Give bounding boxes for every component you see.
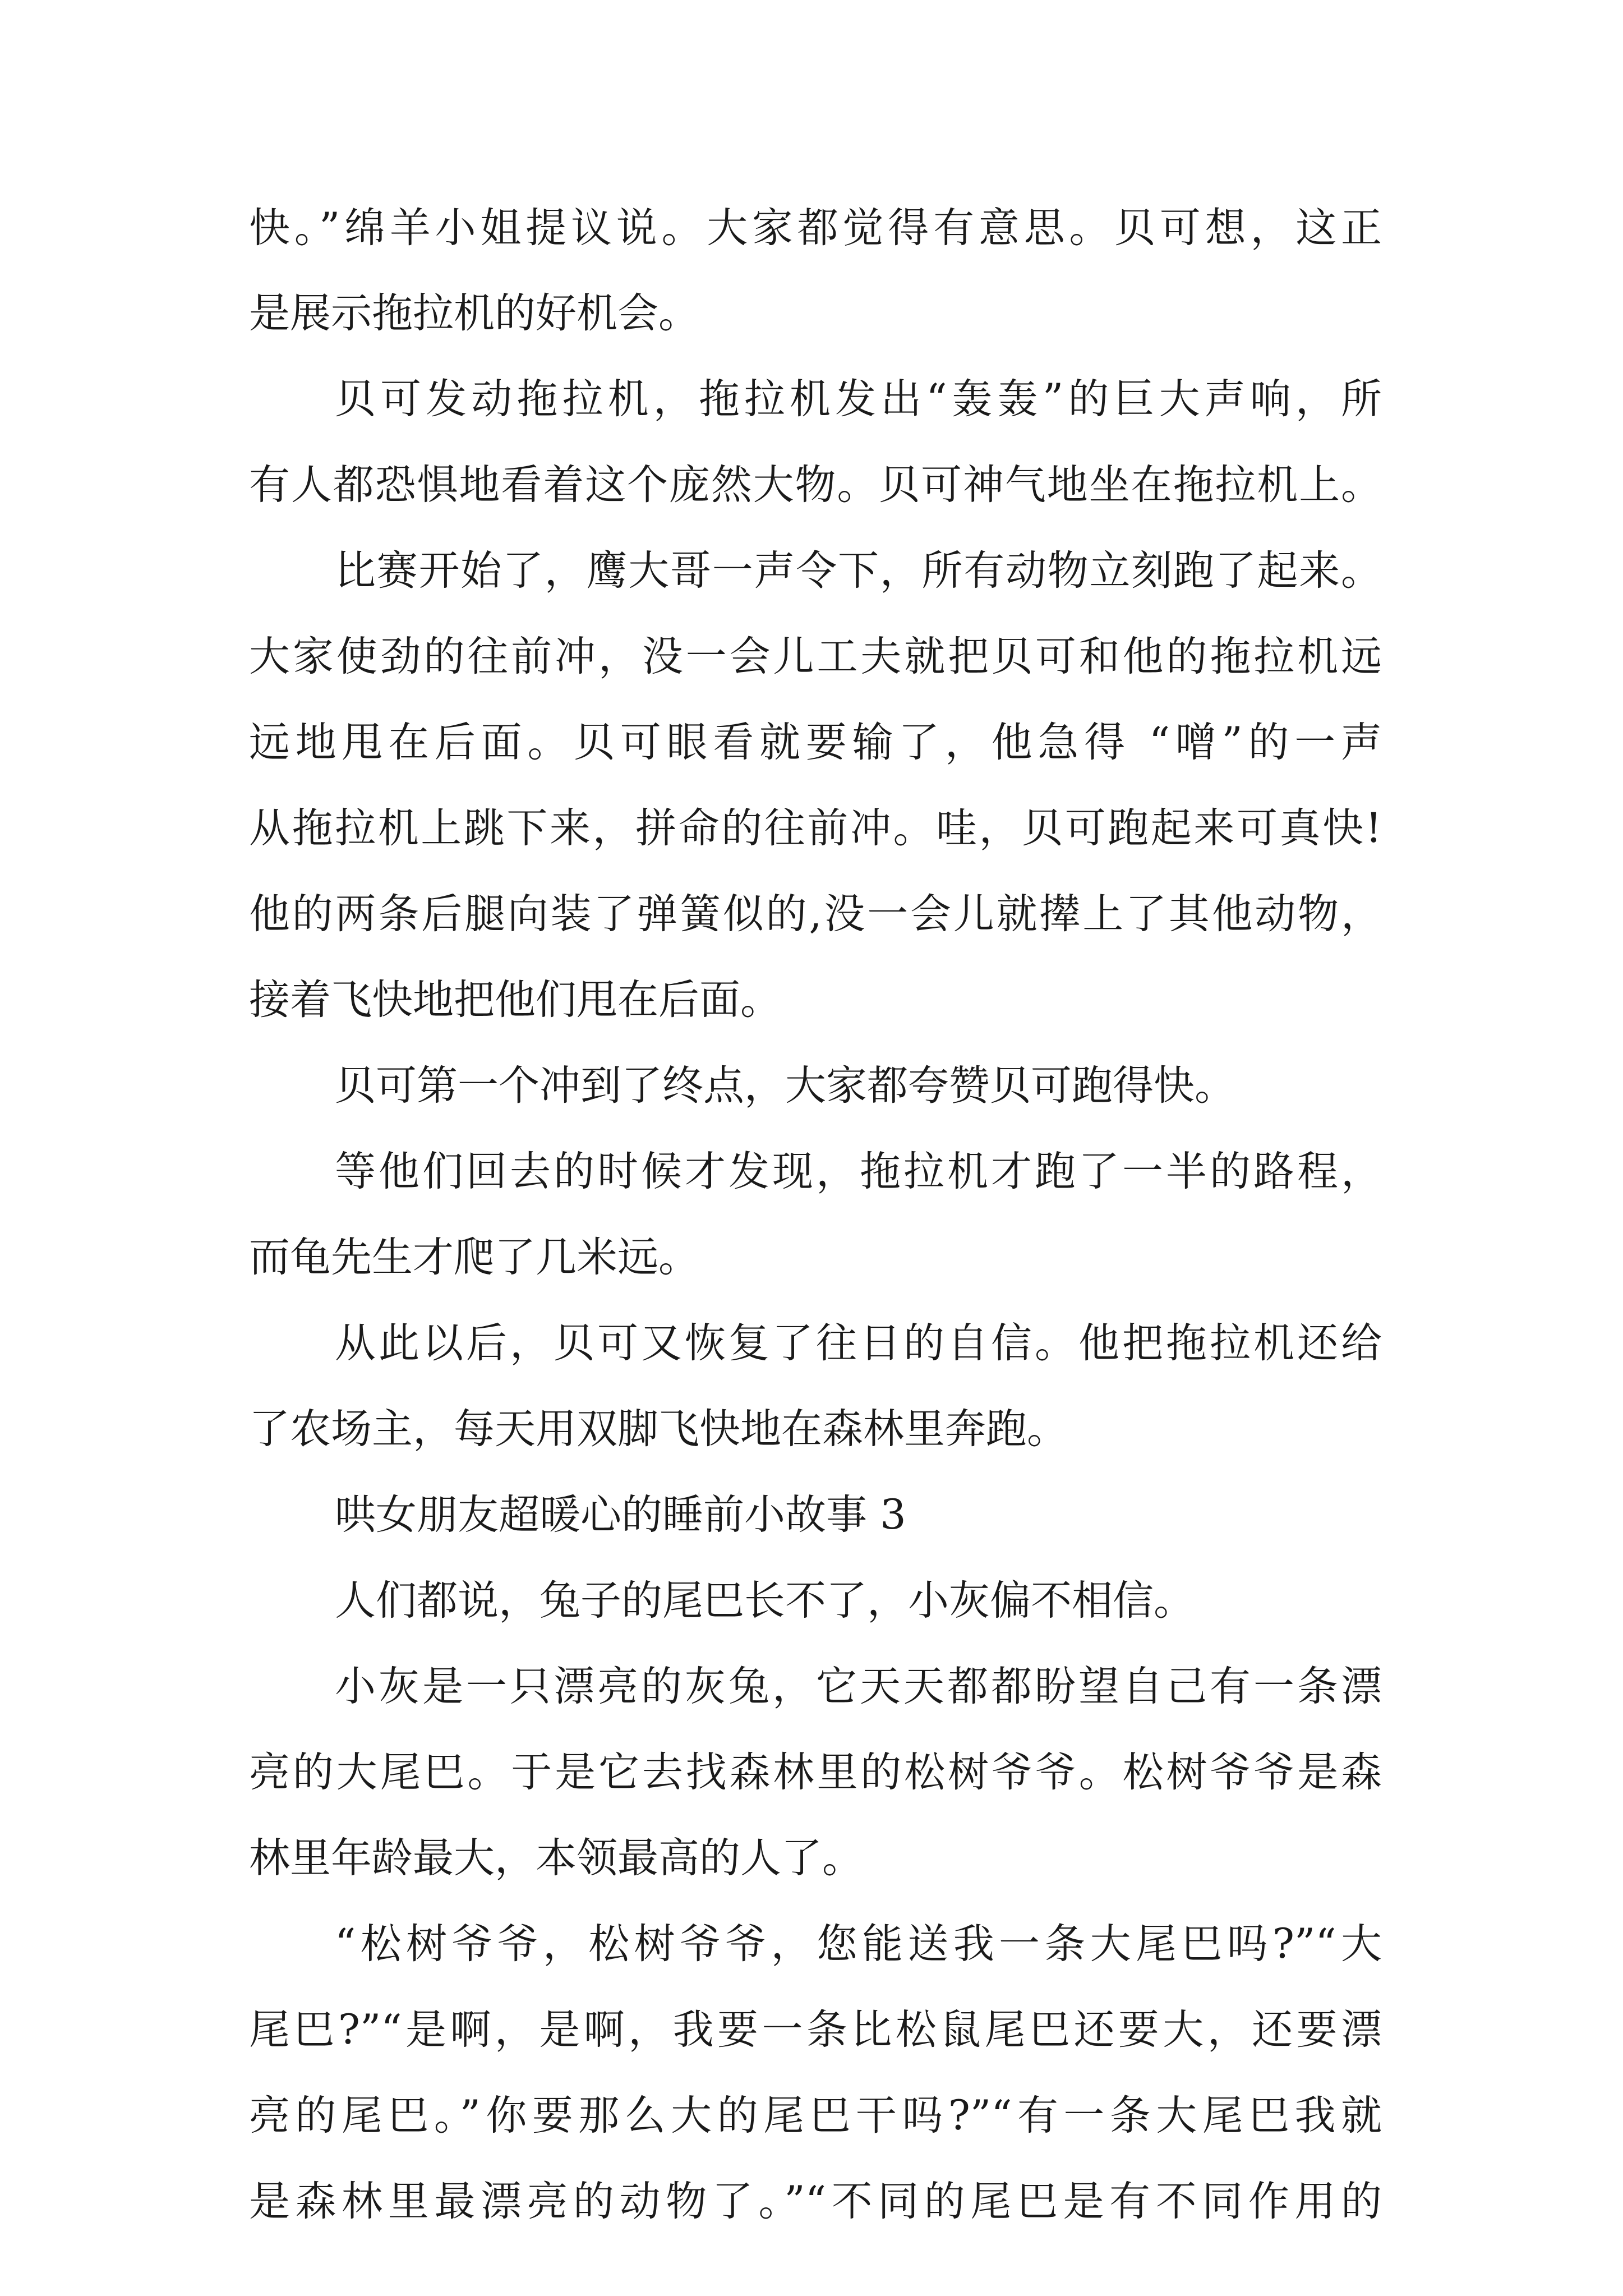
text-line: 从此以后，贝可又恢复了往日的自信。他把拖拉机还给 [335, 1319, 1382, 1367]
section-heading: 哄女朋友超暖心的睡前小故事 3 [335, 1491, 906, 1539]
text-line: 贝可第一个冲到了终点，大家都夸赞贝可跑得快。 [335, 1062, 1235, 1110]
text-line: 是展示拖拉机的好机会。 [249, 289, 699, 337]
text-line: 亮的大尾巴。于是它去找森林里的松树爷爷。松树爷爷是森 [249, 1749, 1382, 1796]
text-line: 比赛开始了，鹰大哥一声令下，所有动物立刻跑了起来。 [335, 547, 1382, 595]
text-line: “松树爷爷，松树爷爷，您能送我一条大尾巴吗?”“大 [335, 1920, 1382, 1968]
text-line: 远地甩在后面。贝可眼看就要输了，他急得 “噌”的一声 [249, 719, 1382, 766]
text-line: 快。”绵羊小姐提议说。大家都觉得有意思。贝可想，这正 [249, 204, 1382, 252]
text-line: 亮的尾巴。”你要那么大的尾巴干吗?”“有一条大尾巴我就 [249, 2092, 1382, 2139]
text-line: 等他们回去的时候才发现，拖拉机才跑了一半的路程， [335, 1148, 1382, 1195]
text-line: 林里年龄最大，本领最高的人了。 [249, 1834, 863, 1882]
text-line: 贝可发动拖拉机，拖拉机发出“轰轰”的巨大声响，所 [335, 375, 1382, 423]
text-line: 从拖拉机上跳下来，拼命的往前冲。哇，贝可跑起来可真快! [249, 804, 1382, 852]
text-line: 是森林里最漂亮的动物了。”“不同的尾巴是有不同作用的 [249, 2178, 1382, 2225]
text-line: 小灰是一只漂亮的灰兔，它天天都都盼望自己有一条漂 [335, 1663, 1382, 1710]
text-line: 而龟先生才爬了几米远。 [249, 1234, 699, 1281]
text-line: 有人都恐惧地看着这个庞然大物。贝可神气地坐在拖拉机上。 [249, 461, 1382, 509]
text-line: 大家使劲的往前冲，没一会儿工夫就把贝可和他的拖拉机远 [249, 633, 1382, 680]
text-line: 接着飞快地把他们甩在后面。 [249, 976, 781, 1024]
text-line: 他的两条后腿向装了弹簧似的,没一会儿就撵上了其他动物， [249, 890, 1382, 938]
text-line: 了农场主，每天用双脚飞快地在森林里奔跑。 [249, 1405, 1068, 1453]
text-line: 尾巴?”“是啊，是啊，我要一条比松鼠尾巴还要大，还要漂 [249, 2006, 1382, 2054]
text-line: 人们都说，兔子的尾巴长不了，小灰偏不相信。 [335, 1577, 1195, 1625]
